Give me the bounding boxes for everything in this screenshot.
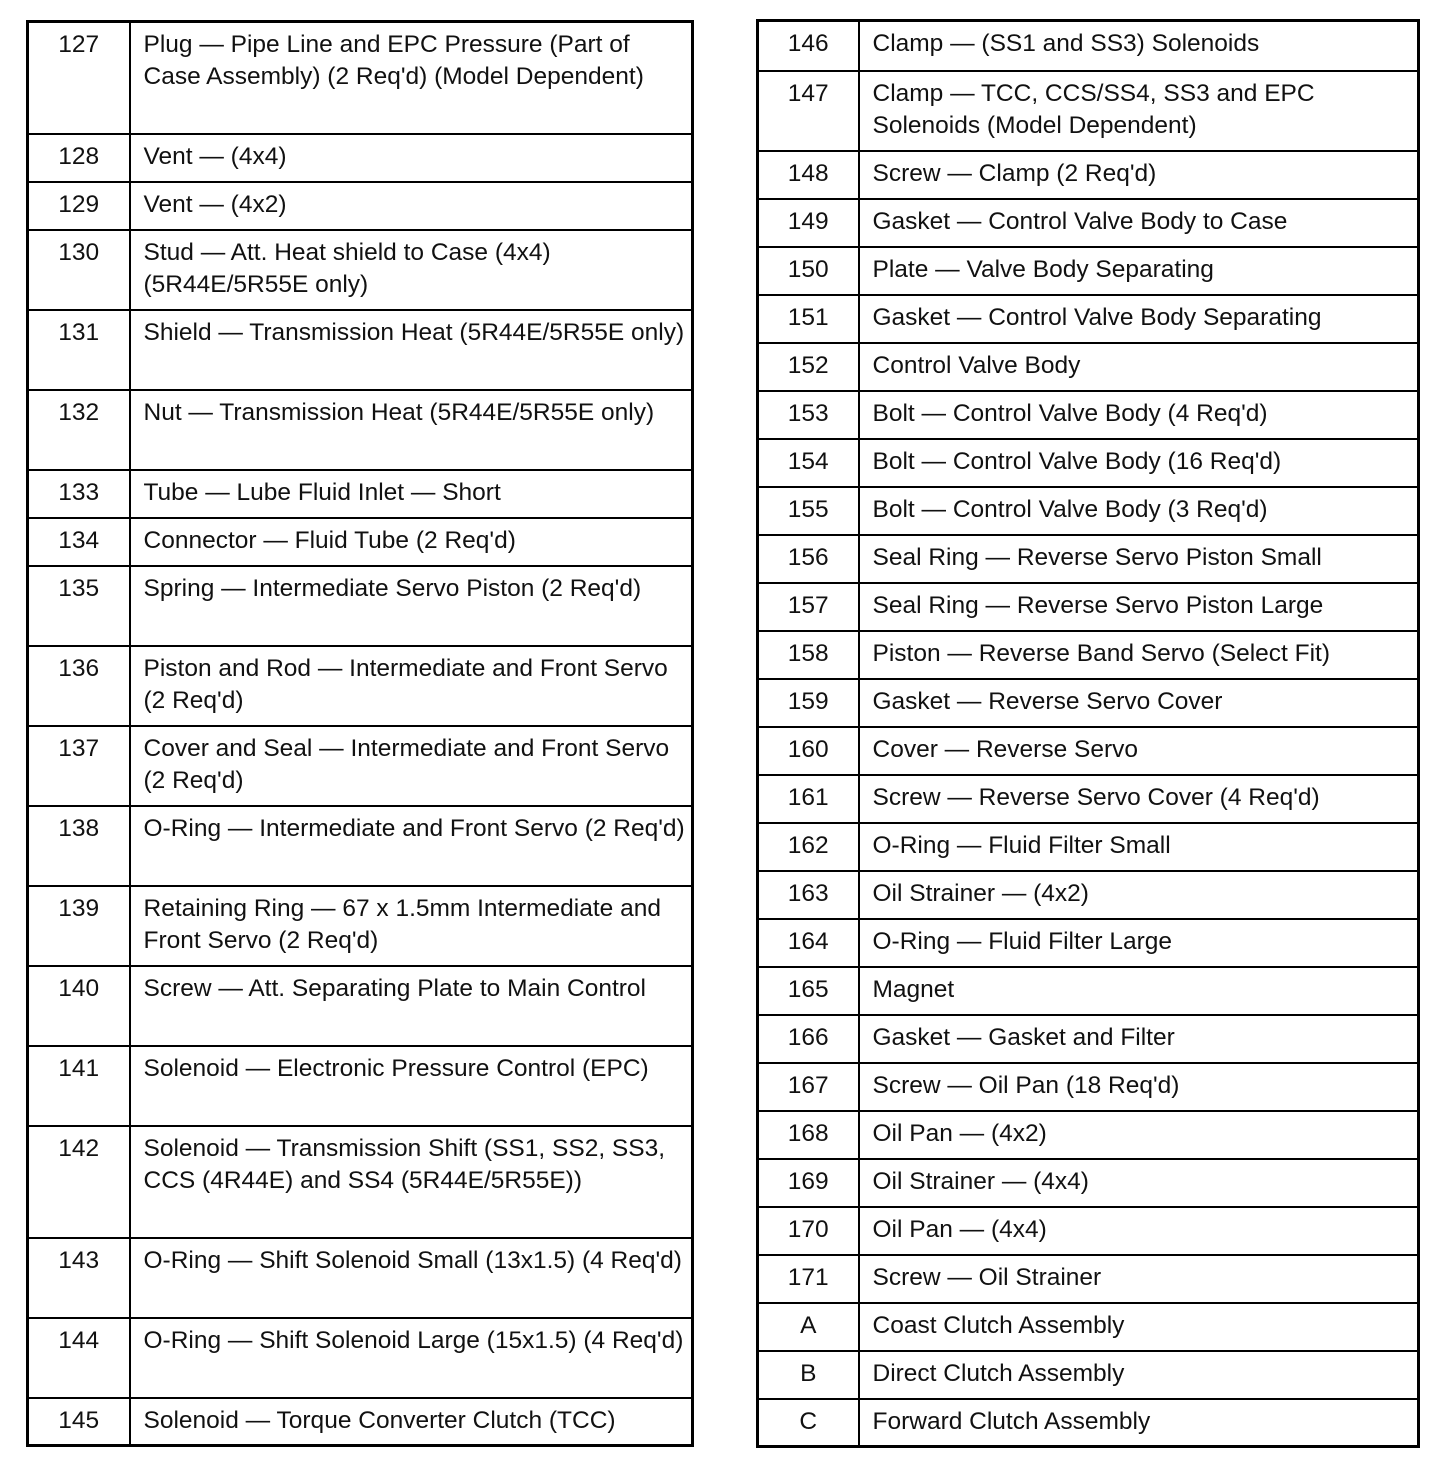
part-number: 152 — [758, 343, 859, 391]
part-number: 137 — [28, 726, 130, 806]
part-number: 129 — [28, 182, 130, 230]
table-row — [28, 1126, 693, 1238]
part-number: 153 — [758, 391, 859, 439]
part-description: Screw — Att. Separating Plate to Main Control — [130, 966, 693, 1046]
table-row — [758, 71, 1419, 151]
table-row — [28, 22, 693, 134]
table-row — [28, 726, 693, 806]
part-description: O-Ring — Fluid Filter Large — [859, 919, 1419, 967]
part-description: Screw — Reverse Servo Cover (4 Req'd) — [859, 775, 1419, 823]
table-row — [758, 535, 1419, 583]
part-number: 148 — [758, 151, 859, 199]
part-description: Screw — Clamp (2 Req'd) — [859, 151, 1419, 199]
table-row — [758, 247, 1419, 295]
part-number: 159 — [758, 679, 859, 727]
parts-table-left — [26, 20, 694, 1447]
table-row — [28, 1046, 693, 1126]
part-description: Seal Ring — Reverse Servo Piston Large — [859, 583, 1419, 631]
part-number: 163 — [758, 871, 859, 919]
table-row — [28, 1318, 693, 1398]
part-description: Nut — Transmission Heat (5R44E/5R55E only) — [130, 390, 693, 470]
part-description: Solenoid — Torque Converter Clutch (TCC) — [130, 1398, 693, 1446]
table-row — [28, 1398, 693, 1446]
part-number: 150 — [758, 247, 859, 295]
part-description: Bolt — Control Valve Body (3 Req'd) — [859, 487, 1419, 535]
part-number: 156 — [758, 535, 859, 583]
part-description: Forward Clutch Assembly — [859, 1399, 1419, 1447]
part-number: 170 — [758, 1207, 859, 1255]
part-number: 139 — [28, 886, 130, 966]
table-row — [758, 439, 1419, 487]
part-number: 165 — [758, 967, 859, 1015]
part-description: O-Ring — Intermediate and Front Servo (2 Req'd) — [130, 806, 693, 886]
table-row — [758, 823, 1419, 871]
table-row — [758, 919, 1419, 967]
part-description: Gasket — Gasket and Filter — [859, 1015, 1419, 1063]
table-row — [758, 1207, 1419, 1255]
table-row — [758, 1351, 1419, 1399]
table-row — [28, 230, 693, 310]
parts-table-right — [756, 19, 1420, 1448]
table-row — [758, 727, 1419, 775]
table-row — [758, 343, 1419, 391]
part-number: 151 — [758, 295, 859, 343]
part-description: Cover — Reverse Servo — [859, 727, 1419, 775]
part-description: Oil Pan — (4x2) — [859, 1111, 1419, 1159]
parts-table-right-body — [758, 21, 1419, 1447]
table-row — [28, 886, 693, 966]
part-number: 145 — [28, 1398, 130, 1446]
part-description: Oil Pan — (4x4) — [859, 1207, 1419, 1255]
part-number: 157 — [758, 583, 859, 631]
part-description: Piston — Reverse Band Servo (Select Fit) — [859, 631, 1419, 679]
part-description: Solenoid — Electronic Pressure Control (EPC) — [130, 1046, 693, 1126]
part-number: 136 — [28, 646, 130, 726]
part-number: 147 — [758, 71, 859, 151]
table-row — [758, 151, 1419, 199]
part-number: 171 — [758, 1255, 859, 1303]
table-row — [758, 1015, 1419, 1063]
part-number: 130 — [28, 230, 130, 310]
table-row — [758, 583, 1419, 631]
part-description: Retaining Ring — 67 x 1.5mm Intermediate and Front Servo (2 Req'd) — [130, 886, 693, 966]
part-number: 135 — [28, 566, 130, 646]
part-description: Cover and Seal — Intermediate and Front Servo (2 Req'd) — [130, 726, 693, 806]
part-number: 138 — [28, 806, 130, 886]
part-number: 155 — [758, 487, 859, 535]
part-number: 167 — [758, 1063, 859, 1111]
part-description: Oil Strainer — (4x4) — [859, 1159, 1419, 1207]
part-number: 132 — [28, 390, 130, 470]
part-description: Vent — (4x2) — [130, 182, 693, 230]
part-number: 160 — [758, 727, 859, 775]
part-description: Piston and Rod — Intermediate and Front Servo (2 Req'd) — [130, 646, 693, 726]
part-description: Stud — Att. Heat shield to Case (4x4) (5R44E/5R55E only) — [130, 230, 693, 310]
table-row — [28, 806, 693, 886]
table-row — [758, 631, 1419, 679]
part-number: 142 — [28, 1126, 130, 1238]
part-description: Direct Clutch Assembly — [859, 1351, 1419, 1399]
table-row — [28, 966, 693, 1046]
part-number: C — [758, 1399, 859, 1447]
table-row — [28, 390, 693, 470]
table-row — [758, 1303, 1419, 1351]
part-number: A — [758, 1303, 859, 1351]
part-description: Clamp — TCC, CCS/SS4, SS3 and EPC Solenoids (Model Dependent) — [859, 71, 1419, 151]
part-description: Gasket — Reverse Servo Cover — [859, 679, 1419, 727]
part-description: Magnet — [859, 967, 1419, 1015]
part-description: Solenoid — Transmission Shift (SS1, SS2, SS3, CCS (4R44E) and SS4 (5R44E/5R55E)) — [130, 1126, 693, 1238]
part-description: Gasket — Control Valve Body to Case — [859, 199, 1419, 247]
part-description: O-Ring — Shift Solenoid Large (15x1.5) (4 Req'd) — [130, 1318, 693, 1398]
part-description: Shield — Transmission Heat (5R44E/5R55E only) — [130, 310, 693, 390]
part-description: Seal Ring — Reverse Servo Piston Small — [859, 535, 1419, 583]
part-description: Gasket — Control Valve Body Separating — [859, 295, 1419, 343]
table-row — [758, 1063, 1419, 1111]
part-description: Connector — Fluid Tube (2 Req'd) — [130, 518, 693, 566]
table-row — [758, 1111, 1419, 1159]
table-row — [28, 470, 693, 518]
part-number: 146 — [758, 21, 859, 71]
table-row — [28, 566, 693, 646]
part-number: 169 — [758, 1159, 859, 1207]
part-number: 128 — [28, 134, 130, 182]
part-number: 140 — [28, 966, 130, 1046]
part-number: 127 — [28, 22, 130, 134]
table-row — [758, 871, 1419, 919]
table-row — [28, 310, 693, 390]
part-number: 134 — [28, 518, 130, 566]
part-number: 133 — [28, 470, 130, 518]
table-row — [758, 775, 1419, 823]
part-description: Screw — Oil Pan (18 Req'd) — [859, 1063, 1419, 1111]
table-row — [28, 134, 693, 182]
part-number: 166 — [758, 1015, 859, 1063]
part-description: Screw — Oil Strainer — [859, 1255, 1419, 1303]
part-description: Vent — (4x4) — [130, 134, 693, 182]
table-row — [758, 21, 1419, 71]
table-row — [758, 679, 1419, 727]
table-row — [758, 1159, 1419, 1207]
part-number: B — [758, 1351, 859, 1399]
table-row — [758, 391, 1419, 439]
table-row — [758, 199, 1419, 247]
part-description: Clamp — (SS1 and SS3) Solenoids — [859, 21, 1419, 71]
part-number: 158 — [758, 631, 859, 679]
part-description: Bolt — Control Valve Body (16 Req'd) — [859, 439, 1419, 487]
table-row — [758, 487, 1419, 535]
part-number: 161 — [758, 775, 859, 823]
part-description: Plate — Valve Body Separating — [859, 247, 1419, 295]
table-row — [758, 1399, 1419, 1447]
part-description: Tube — Lube Fluid Inlet — Short — [130, 470, 693, 518]
part-number: 168 — [758, 1111, 859, 1159]
part-number: 141 — [28, 1046, 130, 1126]
table-row — [758, 295, 1419, 343]
table-row — [758, 967, 1419, 1015]
table-row — [758, 1255, 1419, 1303]
part-number: 131 — [28, 310, 130, 390]
part-number: 143 — [28, 1238, 130, 1318]
table-row — [28, 1238, 693, 1318]
part-number: 149 — [758, 199, 859, 247]
part-number: 162 — [758, 823, 859, 871]
part-description: O-Ring — Shift Solenoid Small (13x1.5) (4 Req'd) — [130, 1238, 693, 1318]
table-row — [28, 518, 693, 566]
part-number: 164 — [758, 919, 859, 967]
part-number: 144 — [28, 1318, 130, 1398]
part-description: Bolt — Control Valve Body (4 Req'd) — [859, 391, 1419, 439]
part-description: Oil Strainer — (4x2) — [859, 871, 1419, 919]
parts-table-left-body — [28, 22, 693, 1446]
part-description: Coast Clutch Assembly — [859, 1303, 1419, 1351]
part-description: Spring — Intermediate Servo Piston (2 Req'd) — [130, 566, 693, 646]
table-row — [28, 182, 693, 230]
table-row — [28, 646, 693, 726]
part-description: O-Ring — Fluid Filter Small — [859, 823, 1419, 871]
part-description: Plug — Pipe Line and EPC Pressure (Part of Case Assembly) (2 Req'd) (Model Dependent) — [130, 22, 693, 134]
part-number: 154 — [758, 439, 859, 487]
part-description: Control Valve Body — [859, 343, 1419, 391]
